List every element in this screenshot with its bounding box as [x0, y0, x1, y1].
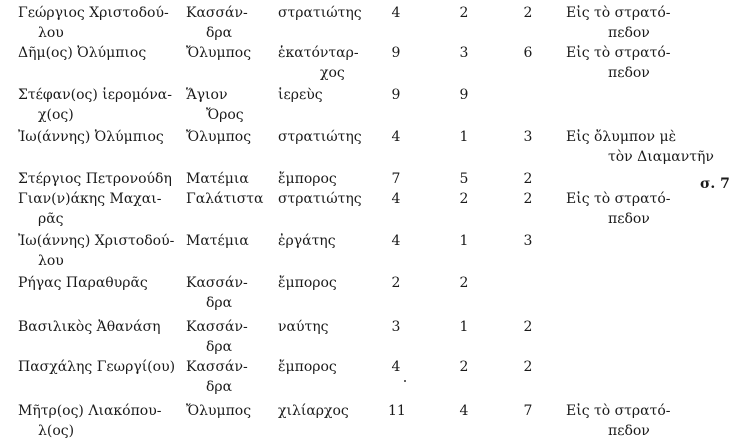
- prof-text: στρατιώτης: [278, 5, 362, 21]
- name-text: Ρήγας Παραθυρᾶς: [18, 275, 148, 291]
- prof-text: ἔμπορος: [278, 171, 337, 187]
- place-text: Κασσάν-: [186, 275, 248, 291]
- place-text: Ματέμια: [186, 233, 249, 249]
- count-n1: 9: [391, 45, 401, 61]
- place-text: Ματέμια: [186, 171, 249, 187]
- dest-text: Εἰς τὸ στρατό-: [566, 5, 671, 21]
- name-text: λ(ος): [38, 423, 75, 439]
- count-n3: 2: [523, 319, 533, 335]
- place-text: Ὄλυμπος: [186, 403, 252, 419]
- count-n2: 4: [459, 403, 469, 419]
- name-text: Γεώργιος Χριστοδού-: [18, 5, 169, 21]
- prof-text: ναύτης: [278, 319, 329, 335]
- name-text: Βασιλικὸς Ἀθανάση: [18, 319, 161, 335]
- count-n1: 4: [391, 233, 401, 249]
- place-text: Κασσάν-: [186, 359, 248, 375]
- place-text: Κασσάν-: [186, 5, 248, 21]
- count-n3: 2: [523, 171, 533, 187]
- place-text: δρα: [206, 295, 233, 311]
- prof-text: ἑκατόνταρ-: [278, 45, 359, 61]
- dest-text: Εἰς ὄλυμπον μὲ: [566, 129, 677, 145]
- count-n3: 2: [523, 5, 533, 21]
- name-text: λου: [38, 253, 64, 269]
- count-n1: 2: [391, 275, 401, 291]
- dest-text: Εἰς τὸ στρατό-: [566, 191, 671, 207]
- count-n1: 3: [391, 319, 401, 335]
- dest-text: Εἰς τὸ στρατό-: [566, 45, 671, 61]
- prof-text: ἐργάτης: [278, 233, 336, 249]
- place-text: δρα: [206, 25, 233, 41]
- count-n3: 6: [523, 45, 533, 61]
- count-n1: 4: [391, 191, 401, 207]
- count-n3: 7: [523, 403, 533, 419]
- count-n2: 1: [459, 233, 469, 249]
- prof-text: ἔμπορος: [278, 359, 337, 375]
- name-text: χ(ος): [38, 107, 74, 123]
- count-n2: 9: [459, 87, 469, 103]
- name-text: Στέφαν(ος) ἱερομόνα-: [18, 87, 172, 103]
- name-text: ρᾶς: [38, 211, 64, 227]
- dest-text: πεδον: [608, 423, 650, 439]
- count-n1: 4: [391, 359, 401, 375]
- prof-text: χιλίαρχος: [278, 403, 349, 419]
- prof-text: στρατιώτης: [278, 129, 362, 145]
- count-n2: 1: [459, 319, 469, 335]
- prof-text: στρατιώτης: [278, 191, 362, 207]
- place-text: Γαλάτιστα: [186, 191, 264, 207]
- place-text: δρα: [206, 339, 233, 355]
- name-text: Δῆμ(ος) Ὀλύμπιος: [18, 45, 147, 61]
- count-n2: 1: [459, 129, 469, 145]
- count-n3: 3: [523, 129, 533, 145]
- place-text: Ὄρος: [206, 107, 244, 123]
- count-n3: 2: [523, 191, 533, 207]
- prof-text: ἱερεὺς: [278, 87, 323, 103]
- name-text: Ἰω(άννης) Ὀλύμπιος: [18, 129, 164, 145]
- place-text: Ἅγιον: [186, 87, 228, 103]
- count-n2: 2: [459, 5, 469, 21]
- dest-text: πεδον: [608, 65, 650, 81]
- name-text: Γιαν(ν)άκης Μαχαι-: [18, 191, 162, 207]
- place-text: Ὄλυμπος: [186, 45, 252, 61]
- name-text: Ἰω(άννης) Χριστοδού-: [18, 233, 175, 249]
- name-text: Πασχάλης Γεωργί(ου): [18, 359, 176, 375]
- place-text: δρα: [206, 379, 233, 395]
- count-n1: 11: [388, 403, 406, 419]
- dest-text: πεδον: [608, 211, 650, 227]
- count-n2: 3: [459, 45, 469, 61]
- count-n2: 2: [459, 275, 469, 291]
- prof-text: ἔμπορος: [278, 275, 337, 291]
- name-text: λου: [38, 25, 64, 41]
- place-text: Κασσάν-: [186, 319, 248, 335]
- count-n1: 4: [391, 129, 401, 145]
- place-text: Ὄλυμπος: [186, 129, 252, 145]
- count-n2: 2: [459, 359, 469, 375]
- count-n3: 3: [523, 233, 533, 249]
- page-reference: σ. 7: [700, 176, 730, 192]
- dest-text: πεδον: [608, 25, 650, 41]
- dest-text: τὸν Διαμαντῆν: [608, 149, 714, 165]
- count-n3: 2: [523, 359, 533, 375]
- print-speck: [404, 380, 406, 382]
- name-text: Μῆτρ(ος) Λιακόπου-: [18, 403, 162, 419]
- name-text: Στέργιος Πετρονούδη: [18, 171, 172, 187]
- prof-text: χος: [320, 65, 345, 81]
- count-n1: 4: [391, 5, 401, 21]
- count-n1: 9: [391, 87, 401, 103]
- count-n2: 2: [459, 191, 469, 207]
- count-n1: 7: [391, 171, 401, 187]
- count-n2: 5: [459, 171, 469, 187]
- dest-text: Εἰς τὸ στρατό-: [566, 403, 671, 419]
